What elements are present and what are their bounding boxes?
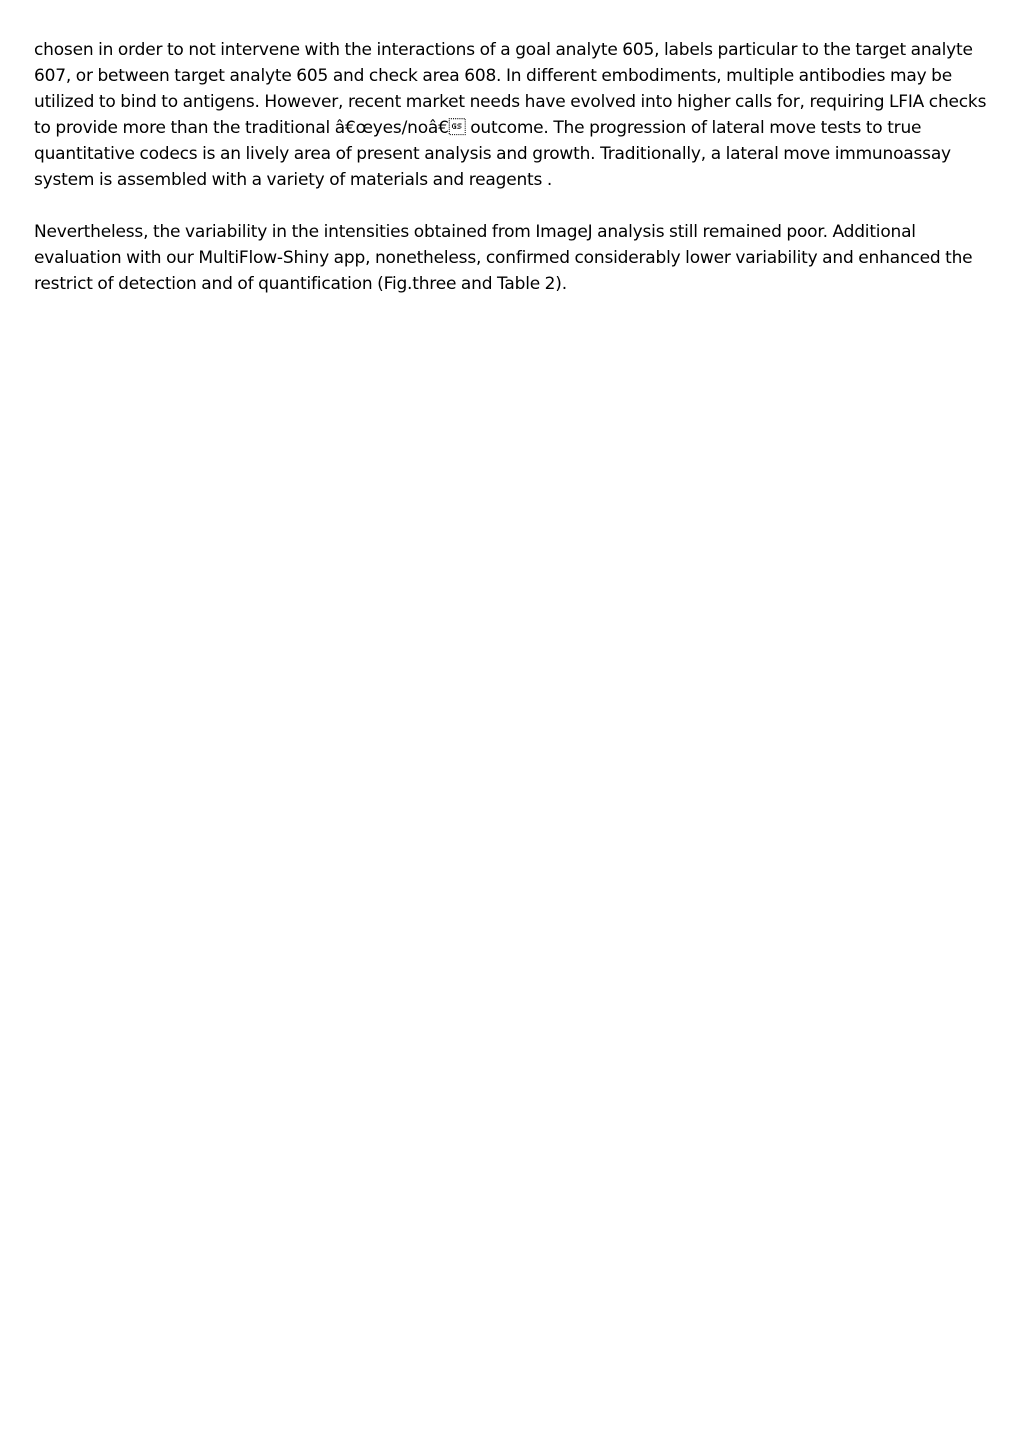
paragraph-2: Nevertheless, the variability in the intensities obtained from ImageJ analysis still remained poor. Additional evaluation with our MultiFlow-Shiny app, nonetheless, confirmed considerably lower variability and enhanced the restrict of detection and of quantification (Fig.three and Table 2). [34,222,973,294]
document-body [34,37,994,323]
paragraph-1: chosen in order to not intervene with the interactions of a goal analyte 605, labels particular to the target analyte 607, or between target analyte 605 and check area 608. In different embodiments, multiple antibodies may be utilized to bind to antigens. However, recent market needs have evolved into higher calls for, requiring LFIA checks to provide more than the traditional â€œyes/noâ€ outcome. The progression of lateral move tests to true quantitative codecs is an lively area of present analysis and growth. Traditionally, a lateral move immunoassay system is assembled with a variety of materials and reagents . [34,40,987,190]
